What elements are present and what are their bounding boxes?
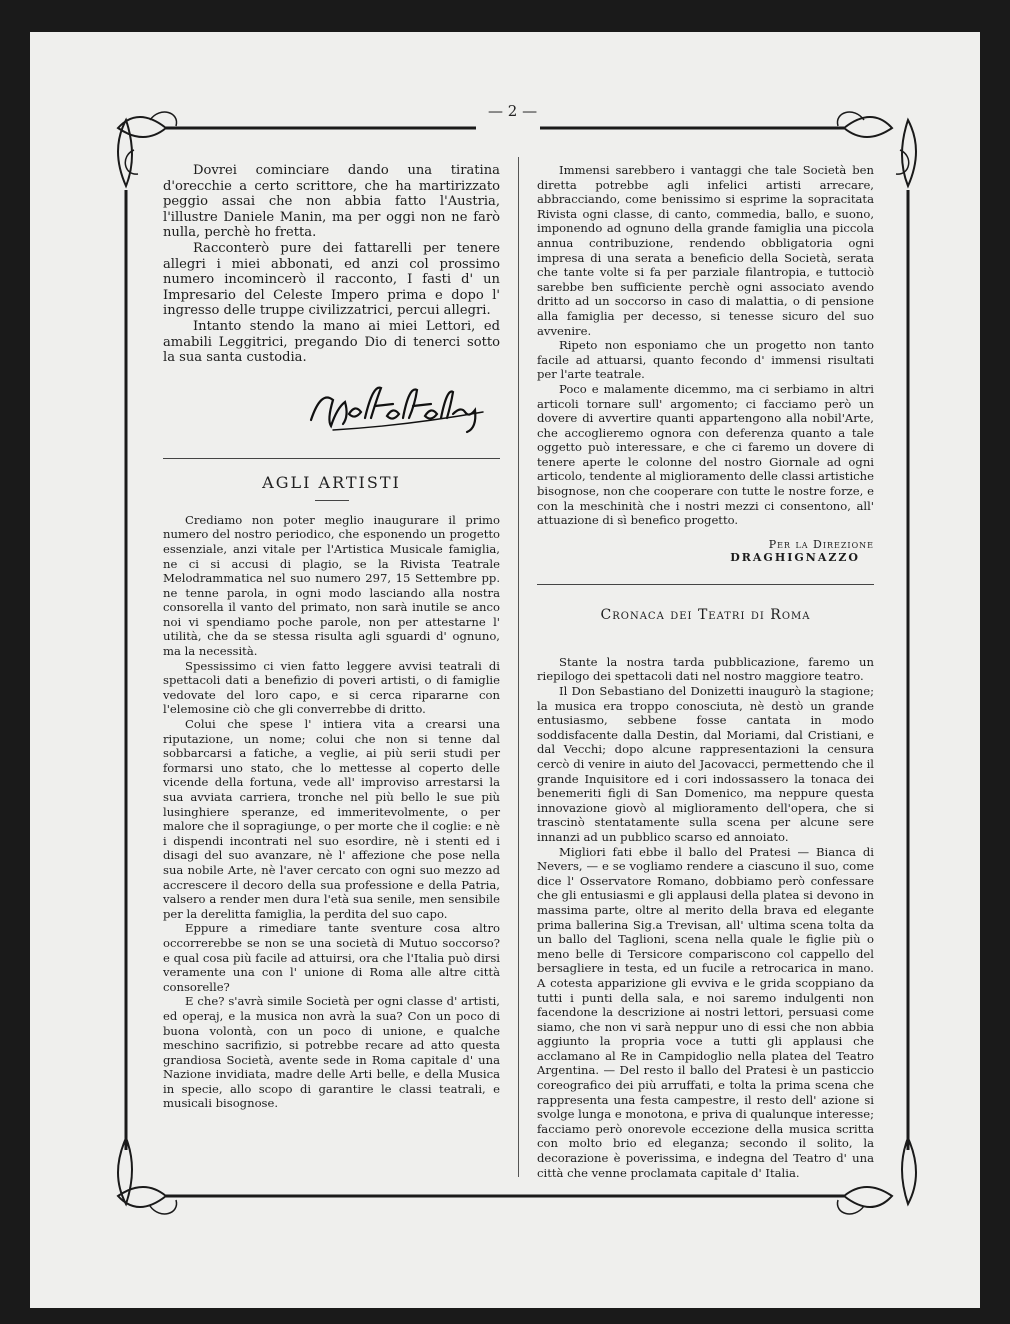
paragraph: Immensi sarebbero i vantaggi che tale Società ben diretta potrebbe agli infelici artisti arrecare, abbracciando, come benissimo si esprime la sopracitata Rivista ogni classe, di canto, commedia, ballo, e suono, imponendo ad ognuno della grande famiglia una piccola annua contribuzione, rendendo obbligatoria ogni impresa di una serata a beneficio della Società, serata che tante volte si fa per parziale filantropia, e tuttociò sarebbe ben sufficiente perchè ogni associato avendo dritto ad un soccorso in caso di malattia, o di pensione alla famiglia per decesso, si tenesse sicuro del suo avvenire.	[537, 163, 874, 338]
paragraph: Migliori fati ebbe il ballo del Pratesi — Bianca di Nevers, — e se vogliamo rendere a ciascuno il suo, come dice l' Osservatore Romano, dobbiamo però confessare che gli entusiasmi e gli applausi della platea si devono in massima parte, oltre al merito della brava ed elegante prima ballerina Sig.a Trevisan, all' ultima scena tolta da un ballo del Taglioni, scena nella quale le figlie più o meno belle di Tersicore compariscono col cappello del bersagliere in testa, ed un fucile a retrocarica in mano. A cotesta apparizione gli evviva e le grida scoppiano da tutti i punti della sala, e noi saremo indulgenti non facendone la descrizione ai nostri lettori, persuasi come siamo, che non vi sarà neppur uno di essi che non abbia aggiunto la propria voce a tutti gli applausi che acclamano al Re in Campidoglio nella platea del Teatro Argentina. — Del resto il ballo del Pratesi è un pasticcio coreografico dei più arruffati, e tolta la prima scena che rappresenta una festa campestre, il resto dell' azione si svolge lunga e monotona, e priva di qualunque interesse; facciamo però onorevole eccezione della musica scritta con molto brio ed eleganza; secondo il solito, la decorazione è poverissima, e indegna del Teatro d' una città che venne proclamata capitale d' Italia.	[537, 844, 874, 1180]
signature-block	[537, 538, 874, 564]
paragraph: Racconterò pure dei fattarelli per tenere allegri i miei abbonati, ed anzi col prossimo numero incomincerò il racconto, I fasti d' un Impresario del Celeste Impero prima e dopo l' ingresso delle truppe civilizzatrici, percui allegri.	[163, 240, 500, 319]
article-text	[163, 513, 500, 1111]
section-rule	[163, 458, 500, 459]
cronaca-text	[537, 655, 874, 1180]
cronaca-title: Cronaca dei Teatri di Roma	[600, 606, 811, 623]
right-column	[537, 163, 874, 1180]
page-number: — 2 —	[488, 102, 538, 120]
paragraph: Stante la nostra tarda pubblicazione, faremo un riepilogo dei spettacoli dati nel nostro maggiore teatro.	[537, 654, 874, 684]
paragraph: Intanto stendo la mano ai miei Lettori, ed amabili Leggitrici, pregando Dio di tenerci sotto la sua santa custodia.	[163, 318, 500, 366]
section-title: AGLI ARTISTI	[262, 472, 401, 492]
paragraph: Ripeto non esponiamo che un progetto non tanto facile ad attuarsi, quanto fecondo d' immensi risultati per l'arte teatrale.	[537, 338, 874, 382]
sign-by: Per la Direzione	[768, 537, 874, 551]
intro-text	[163, 163, 500, 366]
left-column	[163, 163, 500, 1111]
paragraph: Eppure a rimediare tante sventure cosa altro occorrerebbe se non se una società di Mutuo soccorso? e qual cosa più facile ad attuirsi, ora che l'Italia può dirsi veramente una con l' unione di Roma alle altre città consorelle?	[163, 921, 500, 994]
paragraph: Poco e malamente dicemmo, ma ci serbiamo in altri articoli tornare sull' argomento; ci facciamo però un dovere di avvertire quanti appartengono alla nobil'Arte, che accoglieremo ognora con deferenza quanto a tale oggetto può interessare, e che ci faremo un dovere di tenere aperte le colonne del nostro Giornale ad ogni articolo, tendente al miglioramento delle classi artistiche bisognose, non che cooperare con tutte le nostre forze, e con la meschinità che i nostri mezzi ci consentono, all' attuazione di sì benefico progetto.	[537, 381, 874, 528]
section-rule	[537, 584, 874, 585]
title-rule	[315, 500, 349, 501]
paragraph: Spessissimo ci vien fatto leggere avvisi teatrali di spettacoli dati a benefizio di poveri artisti, o di famiglie vedovate del loro capo, e si cerca ripararne con l'elemosine ciò che gli converrebbe di dritto.	[163, 658, 500, 717]
paragraph: E che? s'avrà simile Società per ogni classe d' artisti, ed operaj, e la musica non avrà la sua? Con un poco di buona volontà, con un poco di unione, e qualche meschino sacrifizio, si potrebbe recare ad atto questa grandiosa Società, avente sede in Roma capitale d' una Nazione invidiata, madre delle Arti belle, e della Musica in specie, allo scopo di garantire le classi teatrali, e musicali bisognose.	[163, 994, 500, 1111]
sign-name: DRAGHIGNAZZO	[730, 550, 860, 564]
paragraph: Dovrei cominciare dando una tiratina d'orecchie a certo scrittore, che ha martirizzato peggio assai che non abbia fatto l'Austria, l'illustre Daniele Manin, ma per oggi non ne farò nulla, perchè ho fretta.	[163, 163, 500, 241]
column-divider	[518, 157, 519, 1177]
signature	[303, 380, 493, 440]
paragraph: Il Don Sebastiano del Donizetti inaugurò la stagione; la musica era troppo conosciuta, nè destò un grande entusiasmo, sebbene fosse cantata in modo soddisfacente dalla Destin, dal Moriami, dal Cristiani, e dal Vecchi; dopo alcune rappresentazioni la censura cercò di venire in aiuto del Jacovacci, permettendo che il grande Inquisitore ed i cori indossassero la tonaca dei benemeriti figli di San Domenico, ma neppure questa innovazione giovò al miglioramento dell'opera, che si trascinò stentatamente sulla scena per alcune sere innanzi ad un pubblico scarso ed annoiato.	[537, 684, 874, 844]
paragraph: Crediamo non poter meglio inaugurare il primo numero del nostro periodico, che esponendo un progetto essenziale, anzi vitale per l'Artistica Musicale famiglia, ne ci si accusi di plagio, se la Rivista Teatrale Melodrammatica nel suo numero 297, 15 Settembre pp. ne tenne parola, in ogni modo lasciando alla nostra consorella il vanto del primato, non sarà inutile se anco noi vi spendiamo poche parole, non per attestarne l' utilità, che da se stessa risulta agli sguardi d' ognuno, ma la necessità.	[163, 512, 500, 659]
paragraph: Colui che spese l' intiera vita a crearsi una riputazione, un nome; colui che non si tenne dal sobbarcarsi a fatiche, a veglie, ai più serii studi per formarsi uno stato, che lo mettesse al coperto delle vicende della fortuna, vede all' improviso arrestarsi la sua avviata carriera, tronche nel più bello le sue più lusinghiere speranze, ed immeritevolmente, o per malore che il sopragiunge, o per morte che il coglie: e nè i dispendi incontrati nel suo esordire, nè i stenti ed i disagi del suo avanzare, nè l' affezione che pose nella sua nobile Arte, nè l'aver cercato con ogni suo mezzo ad accrescere il decoro della sua professione e della Patria, valsero a render men dura l'età sua senile, men sensibile per la derelitta famiglia, la perdita del suo capo.	[163, 717, 500, 921]
article-continuation	[537, 163, 874, 528]
